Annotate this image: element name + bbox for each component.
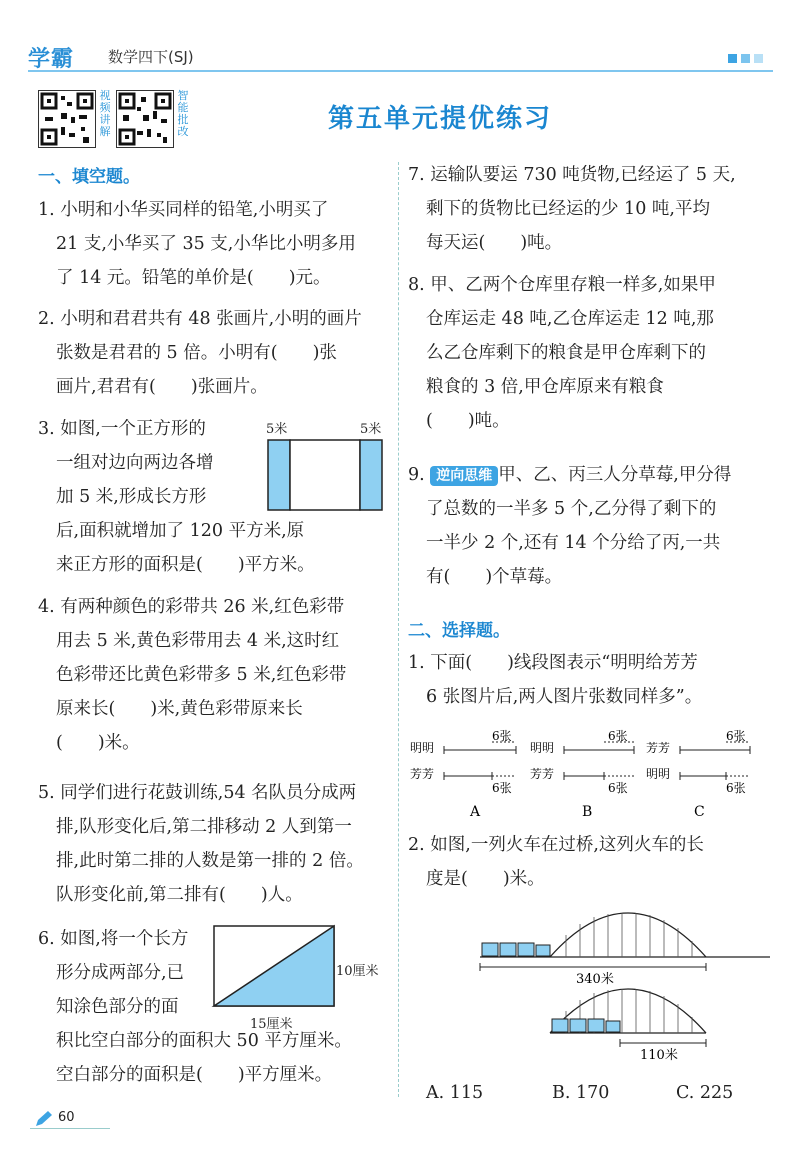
question-7: 7. 运输队要运 730 吨货物,已经运了 5 天, 剩下的货物比已经运的少 10 吨,平均 每天运( )吨。 — [408, 165, 736, 253]
label-15cm: 15厘米 — [250, 1017, 293, 1032]
question-4: 4. 有两种颜色的彩带共 26 米,红色彩带 用去 5 米,黄色彩带用去 4 米,这时红 色彩带还比黄色彩带多 5 米,红色彩带 原来长( )米,黄色彩带原来长 ( )米。 — [38, 597, 347, 753]
figure-train-bridge — [470, 905, 770, 1065]
option-b-bottom-name: 芳芳 — [530, 767, 555, 781]
section-fill-heading: 一、填空题。 — [38, 167, 140, 187]
option-b-bottom-tag: 6张 — [608, 781, 628, 795]
option-c-bottom-name: 明明 — [646, 767, 671, 781]
label-10cm: 10厘米 — [336, 964, 379, 979]
option-c-top-tag: 6张 — [726, 729, 746, 743]
train-icon — [482, 943, 550, 956]
footer-line — [30, 1128, 110, 1129]
qr-label-video: 视频讲解 — [99, 89, 111, 138]
question-1: 1. 小明和小华买同样的铅笔,小明买了 21 支,小华买了 35 支,小华比小明多用 了 14 元。铅笔的单价是( )元。 — [38, 200, 356, 288]
header-divider — [28, 70, 773, 72]
choice-2-option-a: A. 115 — [426, 1083, 484, 1103]
header-square-icon — [754, 54, 763, 63]
question-3: 3. 如图,一个正方形的 一组对边向两边各增 加 5 米,形成长方形 后,面积就增加了 120 平方米,原 来正方形的面积是( )平方米。 — [38, 419, 315, 575]
choice-2-option-c: C. 225 — [676, 1083, 734, 1103]
option-a-letter: A — [470, 804, 481, 820]
page-header — [28, 42, 773, 72]
figure-rectangle-split — [210, 924, 395, 1034]
option-a-bottom-name: 芳芳 — [410, 767, 435, 781]
choice-question-2: 2. 如图,一列火车在过桥,这列火车的长 度是( )米。 — [408, 835, 704, 889]
section-choice-heading: 二、选择题。 — [408, 621, 510, 641]
question-5: 5. 同学们进行花鼓训练,54 名队员分成两 排,队形变化后,第二排移动 2 人到第一 排,此时第二排的人数是第一排的 2 倍。 队形变化前,第二排有( )人。 — [38, 783, 364, 905]
option-a-top-name: 明明 — [410, 741, 435, 755]
option-b-top-name: 明明 — [530, 741, 555, 755]
label-110m: 110米 — [640, 1048, 678, 1063]
question-9: 9. 逆向思维 甲、乙、丙三人分草莓,甲分得 了总数的一半多 5 个,乙分得了剩下的 一半少 2 个,还有 14 个分给了丙,一共 有( )个草莓。 — [408, 465, 732, 587]
page-number: 60 — [58, 1110, 75, 1125]
column-divider — [398, 162, 399, 1097]
page-title: 第五单元提优练习 — [327, 104, 552, 134]
subject-label: 数学四下(SJ) — [108, 48, 194, 66]
figure-rectangle-extension — [262, 420, 392, 515]
option-c-top-name: 芳芳 — [646, 741, 671, 755]
label-340m: 340米 — [576, 972, 614, 987]
header-square-icon — [728, 54, 737, 63]
header-square-icon — [741, 54, 750, 63]
option-a-bottom-tag: 6张 — [492, 781, 512, 795]
choice-2-option-b: B. 170 — [552, 1083, 610, 1103]
label-right-5m: 5米 — [360, 422, 382, 437]
option-c-letter: C — [694, 804, 705, 820]
reverse-thinking-badge: 逆向思维 — [430, 466, 498, 486]
option-b-letter: B — [582, 804, 593, 820]
option-a-top-tag: 6张 — [492, 729, 512, 743]
train-icon — [552, 1019, 620, 1032]
pencil-icon — [34, 1110, 54, 1128]
choice-question-1: 1. 下面( )线段图表示“明明给芳芳 6 张图片后,两人图片张数同样多”。 — [408, 653, 703, 707]
option-c-bottom-tag: 6张 — [726, 781, 746, 795]
question-2: 2. 小明和君君共有 48 张画片,小明的画片 张数是君君的 5 倍。小明有( )张 画片,君君有( )张画片。 — [38, 309, 362, 397]
label-left-5m: 5米 — [266, 422, 288, 437]
option-b-top-tag: 6张 — [608, 729, 628, 743]
figure-line-segments — [408, 724, 778, 824]
question-6: 6. 如图,将一个长方 形分成两部分,已 知涂色部分的面 积比空白部分的面积大 50 平方厘米。 空白部分的面积是( )平方厘米。 — [38, 929, 352, 1085]
question-8: 8. 甲、乙两个仓库里存粮一样多,如果甲 仓库运走 48 吨,乙仓库运走 12 吨,那 么乙仓库剩下的粮食是甲仓库剩下的 粮食的 3 倍,甲仓库原来有粮食 ( )吨。 — [408, 275, 716, 431]
qr-label-grading: 智能批改 — [177, 89, 189, 138]
logo: 学霸 — [28, 47, 75, 72]
